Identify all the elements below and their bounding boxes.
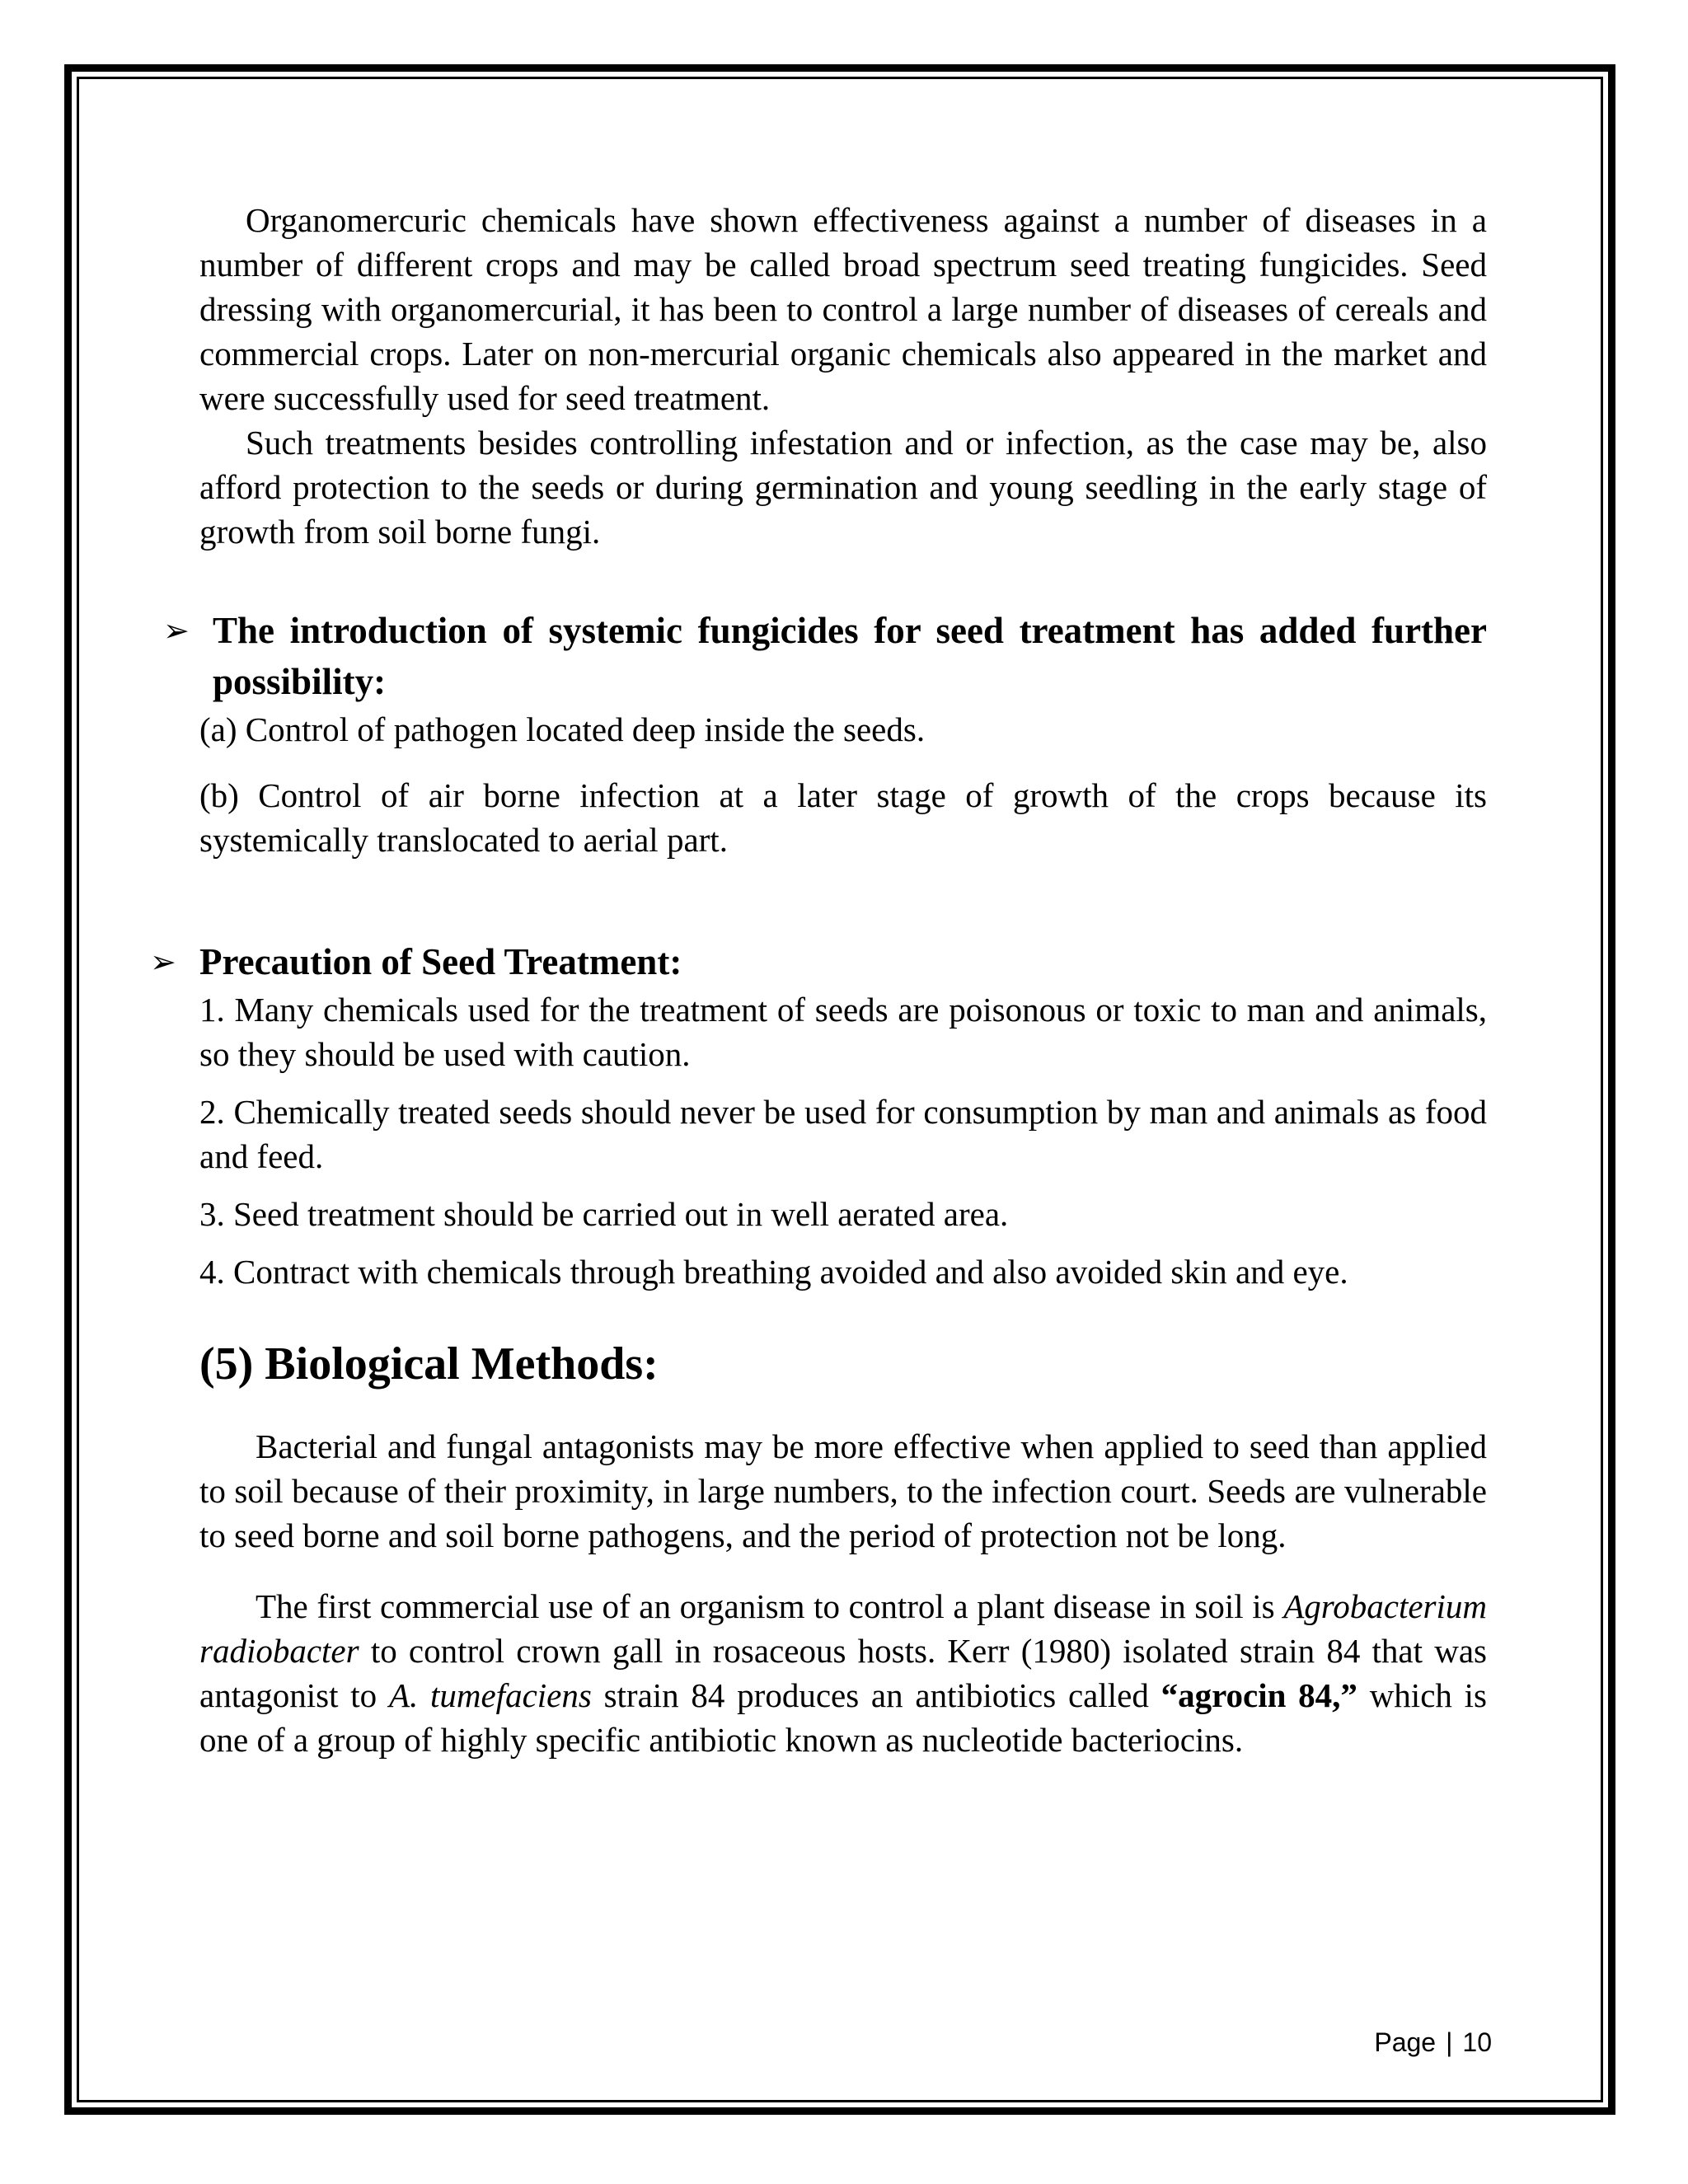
systemic-item-b: (b) Control of air borne infection at a later stage of growth of the crops because its systemically translocated to aerial part. xyxy=(199,776,1487,859)
systemic-heading-text: The introduction of systemic fungicides for seed treatment has added further possibility: xyxy=(213,610,1487,702)
text-run: strain 84 produces an antibiotics called xyxy=(591,1676,1161,1714)
precaution-heading xyxy=(150,936,1487,987)
precaution-item-3: 3. Seed treatment should be carried out in well aerated area. xyxy=(199,1195,1009,1233)
text-run: which is one of a group of highly specific antibiotic known as nucleotide bacteriocins. xyxy=(199,1676,1487,1759)
precaution-item-1: 1. Many chemicals used for the treatment of seeds are poisonous or toxic to man and animals, so they should be used with caution. xyxy=(199,991,1487,1073)
arrow-bullet-icon: ➢ xyxy=(150,944,176,980)
text-run: The first commercial use of an organism to control a plant disease in soil is xyxy=(256,1587,1284,1625)
species-name: Agrobacterium radiobacter xyxy=(199,1587,1487,1670)
page-number-footer xyxy=(1374,2026,1492,2059)
page-number: 10 xyxy=(1462,2027,1492,2057)
systemic-heading xyxy=(163,605,1487,707)
page-content xyxy=(150,198,1487,1762)
paragraph-such-treatments: Such treatments besides controlling infestation and or infection, as the case may be, also afford protection to the seeds or during germination and young seedling in the early stage of growth from soil borne fungi. xyxy=(199,424,1487,551)
arrow-bullet-icon: ➢ xyxy=(163,612,190,649)
precaution-item-2: 2. Chemically treated seeds should never be used for consumption by man and animals as food and feed. xyxy=(199,1093,1487,1175)
paragraph-agrobacterium xyxy=(199,1584,1487,1762)
page-label: Page xyxy=(1374,2027,1437,2057)
antibiotic-name: “agrocin 84,” xyxy=(1160,1676,1357,1714)
text-run: to control crown gall in rosaceous hosts. Kerr (1980) isolated strain 84 that was antagonist to xyxy=(199,1632,1487,1714)
systemic-item-a: (a) Control of pathogen located deep inside the seeds. xyxy=(199,710,926,748)
paragraph-organomercuric: Organomercuric chemicals have shown effectiveness against a number of diseases in a number of different crops and may be called broad spectrum seed treating fungicides. Seed dressing with organomercurial, it has been to control a large number of diseases of cereals and commercial crops. Later on non-mercurial organic chemicals also appeared in the market and were successfully used for seed treatment. xyxy=(199,201,1487,417)
page-separator: | xyxy=(1446,2027,1453,2057)
precaution-item-4: 4. Contract with chemicals through breathing avoided and also avoided skin and eye. xyxy=(199,1253,1348,1291)
paragraph-antagonists: Bacterial and fungal antagonists may be more effective when applied to seed than applied to soil because of their proximity, in large numbers, to the infection court. Seeds are vulnerable to seed borne and soil borne pathogens, and the period of protection not be long. xyxy=(199,1427,1487,1554)
precaution-heading-text: Precaution of Seed Treatment: xyxy=(199,941,682,982)
species-name: A. tumefaciens xyxy=(388,1676,592,1714)
biological-methods-heading: (5) Biological Methods: xyxy=(199,1338,659,1390)
